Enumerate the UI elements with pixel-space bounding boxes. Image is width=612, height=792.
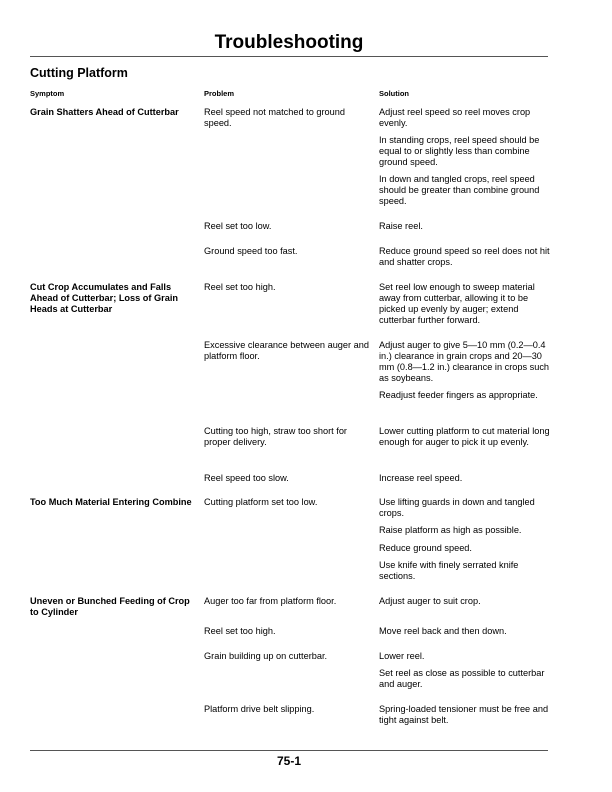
solution-cell: In standing crops, reel speed should be equal to or slightly less than combine ground speed. [379, 135, 540, 167]
title-divider [30, 56, 548, 57]
solution-cell: Increase reel speed. [379, 473, 463, 483]
problem-cell: Reel set too high. [204, 282, 276, 292]
problem-cell: Grain building up on cutterbar. [204, 651, 328, 661]
column-header-solution: Solution [379, 89, 409, 98]
solution-cell: In down and tangled crops, reel speed should be greater than combine ground speed. [379, 174, 540, 206]
section-heading: Cutting Platform [30, 66, 128, 80]
column-header-symptom: Symptom [30, 89, 65, 98]
solution-cell: Use lifting guards in down and tangled crops. [379, 497, 535, 518]
solution-cell: Raise platform as high as possible. [379, 525, 522, 535]
problem-cell: Reel set too high. [204, 626, 276, 636]
problem-cell: Ground speed too fast. [204, 246, 298, 256]
solution-cell: Spring-loaded tensioner must be free and tight against belt. [379, 704, 549, 725]
symptom-cell: Uneven or Bunched Feeding of Crop to Cylinder [30, 596, 190, 617]
solution-cell: Reduce ground speed. [379, 543, 472, 553]
solution-cell: Use knife with finely serrated knife sections. [379, 560, 519, 581]
solution-cell: Adjust auger to give 5—10 mm (0.2—0.4 in.) clearance in grain crops and 20—30 mm (0.8—1.2 in.) clearance in crops such as soybeans. [379, 340, 550, 383]
symptom-cell: Cut Crop Accumulates and Falls Ahead of Cutterbar; Loss of Grain Heads at Cutterbar [30, 282, 179, 314]
solution-cell: Readjust feeder fingers as appropriate. [379, 390, 538, 400]
page-number: 75-1 [276, 754, 302, 768]
solution-cell: Set reel low enough to sweep material away from cutterbar, allowing it to be picked up evenly by auger; extend cutterbar further forward. [379, 282, 535, 325]
solution-cell: Adjust reel speed so reel moves crop evenly. [379, 107, 531, 128]
problem-cell: Platform drive belt slipping. [204, 704, 315, 714]
solution-cell: Adjust auger to suit crop. [379, 596, 481, 606]
problem-cell: Excessive clearance between auger and platform floor. [204, 340, 369, 361]
solution-cell: Set reel as close as possible to cutterbar and auger. [379, 668, 545, 689]
problem-cell: Reel speed not matched to ground speed. [204, 107, 345, 128]
symptom-cell: Too Much Material Entering Combine [30, 497, 192, 507]
problem-cell: Cutting platform set too low. [204, 497, 318, 507]
problem-cell: Reel set too low. [204, 221, 272, 231]
symptom-cell: Grain Shatters Ahead of Cutterbar [30, 107, 179, 117]
solution-cell: Move reel back and then down. [379, 626, 507, 636]
column-header-problem: Problem [204, 89, 235, 98]
problem-cell: Auger too far from platform floor. [204, 596, 337, 606]
solution-cell: Lower cutting platform to cut material long enough for auger to pick it up evenly. [379, 426, 550, 447]
solution-cell: Lower reel. [379, 651, 425, 661]
footer-divider [30, 750, 548, 751]
problem-cell: Cutting too high, straw too short for proper delivery. [204, 426, 347, 447]
solution-cell: Raise reel. [379, 221, 423, 231]
page-title: Troubleshooting [214, 32, 364, 53]
problem-cell: Reel speed too slow. [204, 473, 289, 483]
solution-cell: Reduce ground speed so reel does not hit and shatter crops. [379, 246, 550, 267]
